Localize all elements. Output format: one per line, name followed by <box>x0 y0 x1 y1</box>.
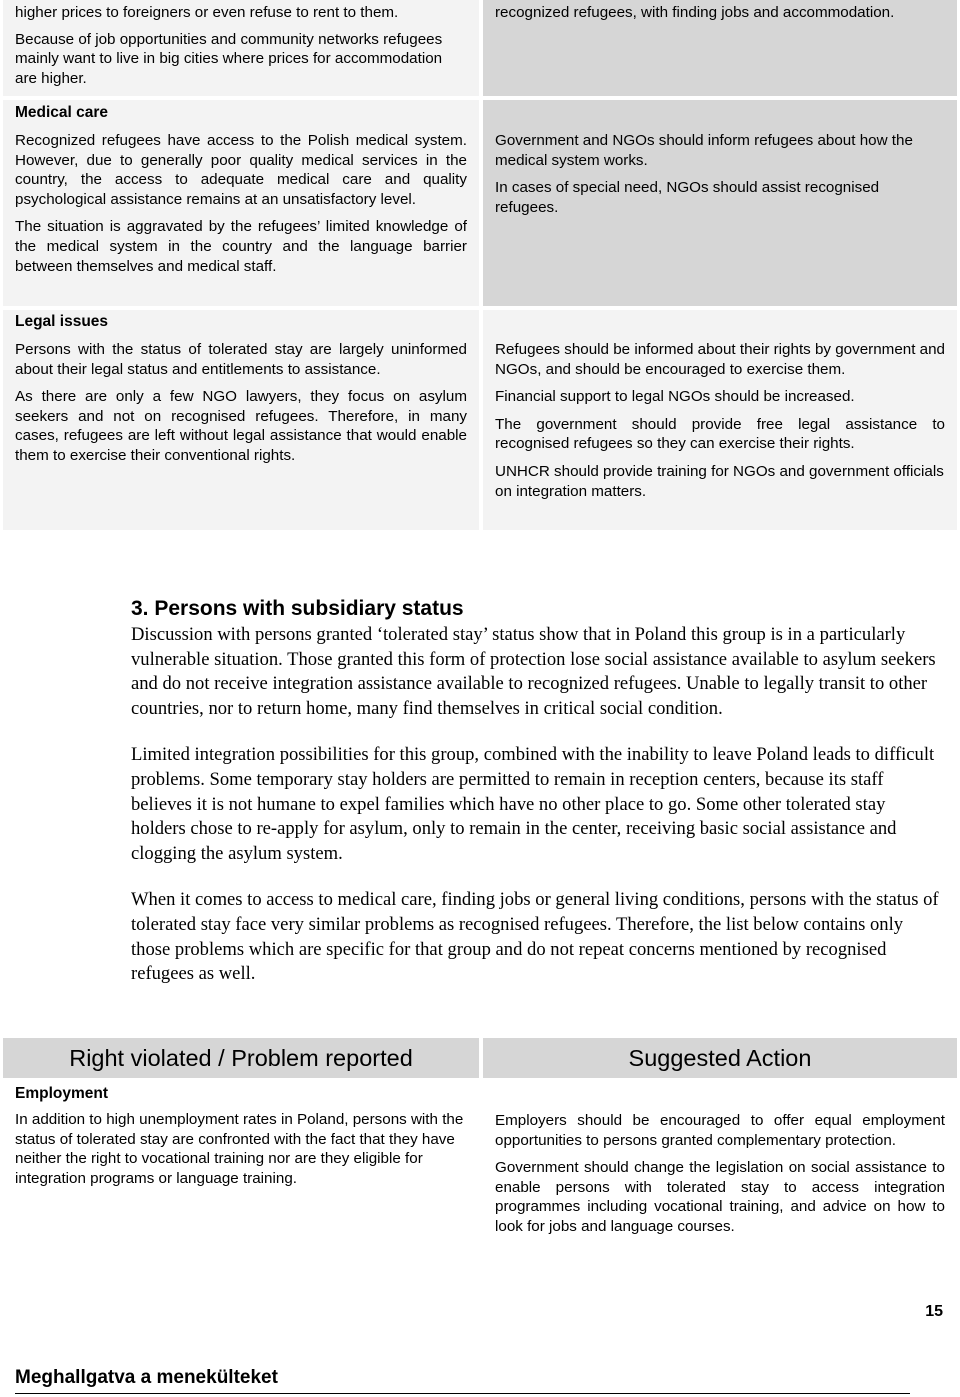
section-3 <box>131 596 943 1009</box>
paragraph: recognized refugees, with finding jobs and accommodation. <box>495 4 895 21</box>
cell-legal-problem <box>3 310 479 530</box>
paragraph: higher prices to foreigners or even refuse to rent to them. <box>15 4 399 21</box>
footer-title: Meghallgatva a menekülteket <box>15 1367 278 1388</box>
body-paragraph: When it comes to access to medical care, finding jobs or general living conditions, persons with the status of tolerated stay face very similar problems as recognised refugees. Therefore, the list below contains only those problems which are specific for that group and do not repeat concerns mentioned by recognised refugees as well. <box>131 889 939 985</box>
paragraph: The situation is aggravated by the refugees’ limited knowledge of the medical system in the country and the language barrier between themselves and medical staff. <box>15 218 467 275</box>
cell-legal-action <box>483 310 957 530</box>
section-heading-employment: Employment <box>15 1085 109 1102</box>
section-title: 3. Persons with subsidiary status <box>131 597 464 620</box>
paragraph: Persons with the status of tolerated stay are largely uninformed about their legal status and entitlements to assistance. <box>15 341 467 378</box>
paragraph: As there are only a few NGO lawyers, they focus on asylum seekers and not on recognised refugees. Therefore, in many cases, refugees are left without legal assistance that would enable them to exercise their conventional rights. <box>15 388 467 464</box>
cell-employment-problem <box>3 1078 479 1293</box>
paragraph: Financial support to legal NGOs should be increased. <box>495 388 855 406</box>
cell-medical-problem <box>3 100 479 306</box>
paragraph: Because of job opportunities and community networks refugees mainly want to live in big cities where prices for accommodation are higher. <box>15 30 443 87</box>
paragraph: Refugees should be informed about their rights by government and NGOs, and should be encouraged to exercise them. <box>495 341 945 378</box>
cell-continued-action <box>483 0 957 96</box>
cell-employment-action <box>483 1078 957 1293</box>
paragraph: Recognized refugees have access to the Polish medical system. However, due to generally poor quality medical services in the country, the access to adequate medical care and quality psychological assistance remains at an unsatisfactory level. <box>15 132 467 208</box>
body-paragraph: Discussion with persons granted ‘tolerated stay’ status show that in Poland this group is in a particularly vulnerable situation. Those granted this form of protection lose social assistance available to asylum seekers and do not receive integration assistance available to recognized refugees. Unable to legally transit to other countries, nor to return home, many find themselves in critical social condition. <box>131 624 936 719</box>
section-heading-medical-care: Medical care <box>15 104 109 121</box>
paragraph: Employers should be encouraged to offer equal employment opportunities to persons granted complementary protection. <box>495 1112 945 1149</box>
paragraph: UNHCR should provide training for NGOs and government officials on integration matters. <box>495 462 944 500</box>
paragraph: Government should change the legislation on social assistance to enable persons with tolerated stay to access integration programmes including vocational training, and advice on how to look for jobs and language courses. <box>495 1159 945 1235</box>
footer-rule <box>15 1393 910 1394</box>
cell-continued-problem <box>3 0 479 96</box>
paragraph: In cases of special need, NGOs should assist recognised refugees. <box>495 179 880 216</box>
section-heading-legal-issues: Legal issues <box>15 313 109 330</box>
column-header-problem: Right violated / Problem reported <box>3 1038 479 1078</box>
page-number: 15 <box>925 1303 943 1320</box>
paragraph: Government and NGOs should inform refugees about how the medical system works. <box>495 132 913 169</box>
paragraph: The government should provide free legal assistance to recognised refugees so they can exercise their rights. <box>495 415 945 453</box>
body-paragraph: Limited integration possibilities for this group, combined with the inability to leave Poland leads to difficult problems. Some temporary stay holders are permitted to remain in reception centers, because its staff believes it is not humane to expel families which have no other place to go. Some other tolerated stay holders chose to re-apply for asylum, only to remain in the center, receiving basic social assistance and clogging the asylum system. <box>131 744 935 864</box>
column-header-action: Suggested Action <box>483 1038 957 1078</box>
cell-medical-action <box>483 100 957 306</box>
paragraph: In addition to high unemployment rates in Poland, persons with the status of tolerated stay are confronted with the fact that they have neither the right to vocational training nor are they eligible for integration programs or language training. <box>15 1111 464 1187</box>
